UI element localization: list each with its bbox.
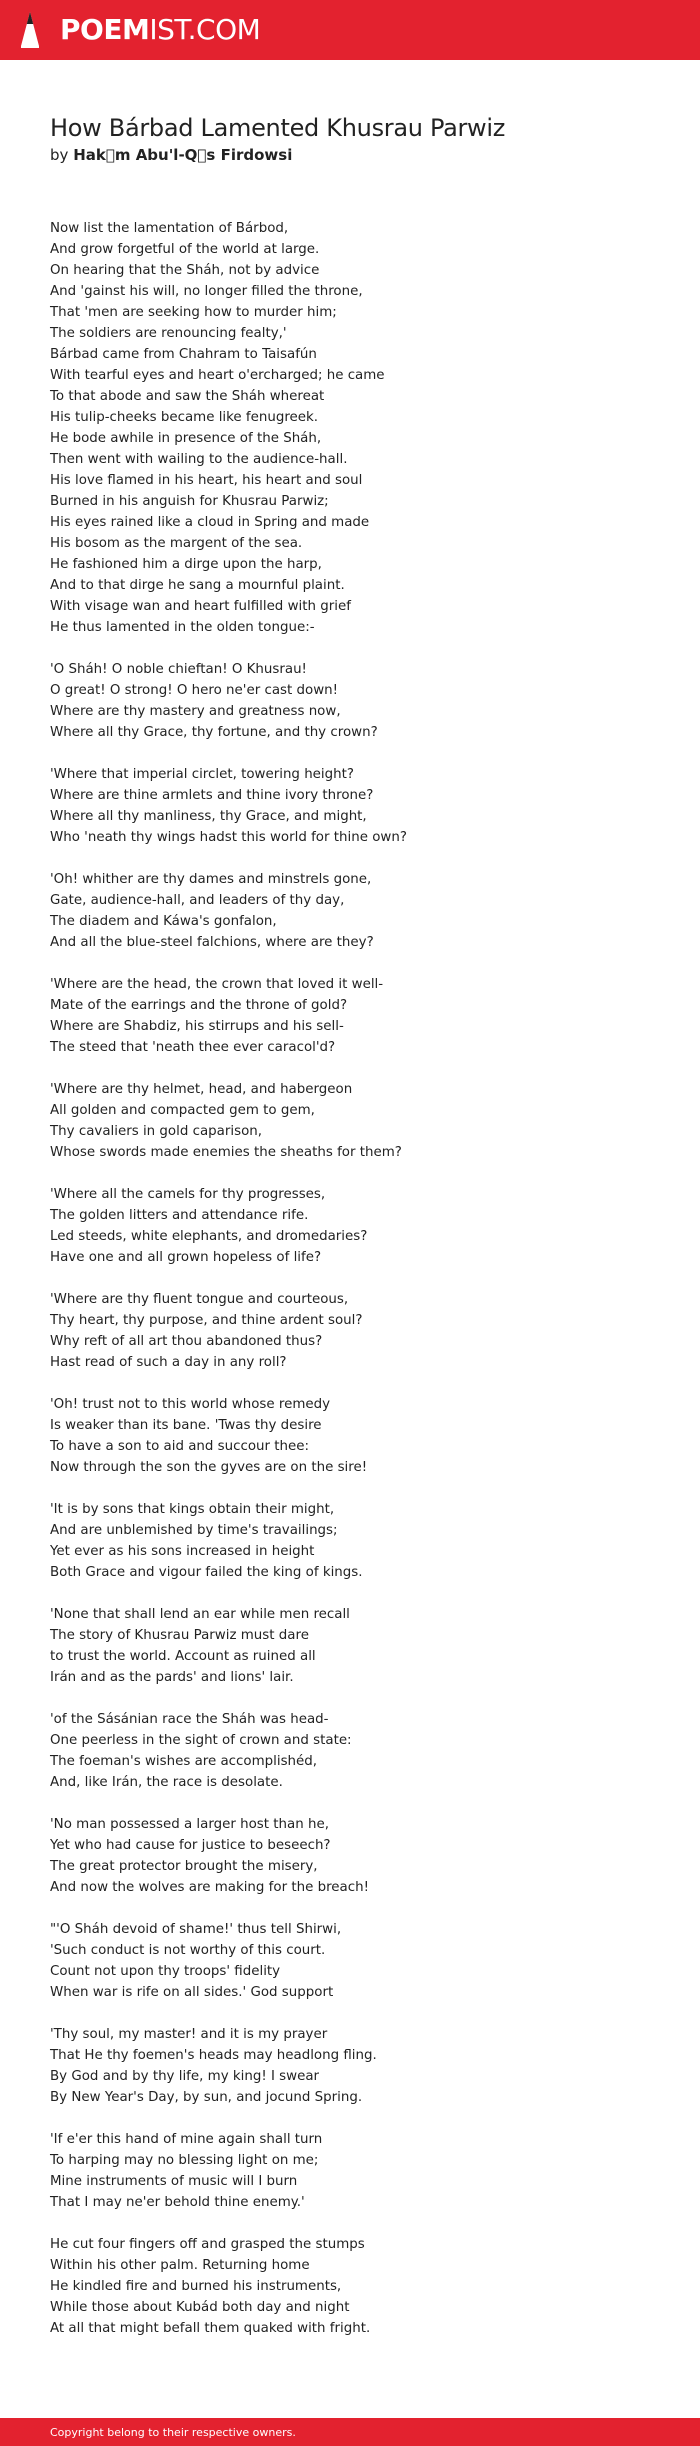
poem-line: Thy heart, thy purpose, and thine ardent soul?	[50, 1313, 363, 1328]
poem-line: Irán and as the pards' and lions' lair.	[50, 1670, 294, 1685]
poem-line: To harping may no blessing light on me;	[50, 2153, 319, 2168]
poem-line: The great protector brought the misery,	[50, 1859, 318, 1874]
poem-title: How Bárbad Lamented Khusrau Parwiz	[50, 114, 506, 142]
poem-line: 'Where all the camels for thy progresses,	[50, 1187, 326, 1202]
poem-line: 'It is by sons that kings obtain their might,	[50, 1502, 335, 1517]
poem-line: Where are Shabdiz, his stirrups and his sell-	[50, 1019, 344, 1034]
poem-line: Mate of the earrings and the throne of gold?	[50, 998, 348, 1013]
poem-line: On hearing that the Sháh, not by advice	[50, 263, 320, 278]
poem-line: Yet who had cause for justice to beseech?	[50, 1838, 331, 1853]
poem-stanza	[50, 659, 650, 743]
poem-line: By God and by thy life, my king! I swear	[50, 2069, 320, 2084]
poem-line: His tulip-cheeks became like fenugreek.	[50, 410, 319, 425]
poem-line: Burned in his anguish for Khusrau Parwiz;	[50, 494, 329, 509]
poem-line: 'Oh! whither are thy dames and minstrels gone,	[50, 872, 372, 887]
poem-line: And to that dirge he sang a mournful plaint.	[50, 578, 345, 593]
poem-stanza	[50, 2234, 650, 2339]
poem-line: When war is rife on all sides.' God support	[50, 1985, 334, 2000]
poem-line: 'Where that imperial circlet, towering height?	[50, 767, 354, 782]
poem-line: O great! O strong! O hero ne'er cast down!	[50, 683, 339, 698]
poem-line: And all the blue-steel falchions, where are they?	[50, 935, 374, 950]
poem-line: Now list the lamentation of Bárbod,	[50, 221, 289, 236]
poem-line: Where are thine armlets and thine ivory throne?	[50, 788, 374, 803]
poem-line: To have a son to aid and succour thee:	[50, 1439, 310, 1454]
poem-line: Within his other palm. Returning home	[50, 2258, 310, 2273]
poem-line: 'None that shall lend an ear while men recall	[50, 1607, 350, 1622]
logo-bold-text: POEM	[60, 13, 150, 46]
poem-line: Both Grace and vigour failed the king of kings.	[50, 1565, 363, 1580]
poem-line: With tearful eyes and heart o'ercharged; he came	[50, 368, 385, 383]
poem-stanza	[50, 2024, 650, 2108]
poem-line: 'If e'er this hand of mine again shall turn	[50, 2132, 323, 2147]
poem-line: And are unblemished by time's travailings;	[50, 1523, 338, 1538]
poem-stanza	[50, 1919, 650, 2003]
poem-line: Yet ever as his sons increased in height	[50, 1544, 315, 1559]
poem-stanza	[50, 764, 650, 848]
poem-stanza	[50, 1814, 650, 1898]
poem-stanza	[50, 974, 650, 1058]
poem-line: One peerless in the sight of crown and state:	[50, 1733, 352, 1748]
poem-line: The steed that 'neath thee ever caracol'd?	[50, 1040, 336, 1055]
poem-stanza	[50, 1709, 650, 1793]
poem-stanza	[50, 1604, 650, 1688]
poem-line: He fashioned him a dirge upon the harp,	[50, 557, 322, 572]
poem-line: His eyes rained like a cloud in Spring and made	[50, 515, 370, 530]
poem-line: Count not upon thy troops' fidelity	[50, 1964, 281, 1979]
poem-stanza	[50, 869, 650, 953]
poem-line: He thus lamented in the olden tongue:-	[50, 620, 315, 635]
poem-line: That I may ne'er behold thine enemy.'	[50, 2195, 305, 2210]
poem-line: Who 'neath thy wings hadst this world for thine own?	[50, 830, 407, 845]
poem-line: To that abode and saw the Sháh whereat	[50, 389, 325, 404]
poem-line: Why reft of all art thou abandoned thus?	[50, 1334, 323, 1349]
poem-line: His bosom as the margent of the sea.	[50, 536, 303, 551]
poem-line: 'of the Sásánian race the Sháh was head-	[50, 1712, 329, 1727]
poem-line: Hast read of such a day in any roll?	[50, 1355, 287, 1370]
poem-line: The golden litters and attendance rife.	[50, 1208, 309, 1223]
poem-line: Now through the son the gyves are on the sire!	[50, 1460, 368, 1475]
poem-line: And, like Irán, the race is desolate.	[50, 1775, 283, 1790]
poem-line: And grow forgetful of the world at large.	[50, 242, 320, 257]
poem-line: Led steeds, white elephants, and dromedaries?	[50, 1229, 368, 1244]
poem-line: The diadem and Káwa's gonfalon,	[50, 914, 277, 929]
poem-line: 'Such conduct is not worthy of this court.	[50, 1943, 326, 1958]
poem-line: And now the wolves are making for the breach!	[50, 1880, 369, 1895]
poem-line: He bode awhile in presence of the Sháh,	[50, 431, 322, 446]
poem-line: All golden and compacted gem to gem,	[50, 1103, 315, 1118]
poem-line: 'Where are the head, the crown that loved it well-	[50, 977, 384, 992]
poem-line: 'Oh! trust not to this world whose remedy	[50, 1397, 331, 1412]
poem-line: The story of Khusrau Parwiz must dare	[50, 1628, 309, 1643]
poem-line: 'Where are thy helmet, head, and habergeon	[50, 1082, 353, 1097]
poem-line: "'O Sháh devoid of shame!' thus tell Shirwi,	[50, 1922, 342, 1937]
poem-line: And 'gainst his will, no longer filled the throne,	[50, 284, 363, 299]
poem-line: His love flamed in his heart, his heart and soul	[50, 473, 363, 488]
copyright-text: Copyright belong to their respective owners.	[50, 2425, 296, 2439]
poem-line: Where all thy Grace, thy fortune, and thy crown?	[50, 725, 378, 740]
poem-stanza	[50, 1184, 650, 1268]
poem-line: Is weaker than its bane. 'Twas thy desire	[50, 1418, 322, 1433]
poem-line: At all that might befall them quaked with fright.	[50, 2321, 371, 2336]
poem-line: Where are thy mastery and greatness now,	[50, 704, 341, 719]
poem-line: The foeman's wishes are accomplishéd,	[50, 1754, 318, 1769]
poem-line: Then went with wailing to the audience-hall.	[50, 452, 348, 467]
poem-line: Mine instruments of music will I burn	[50, 2174, 298, 2189]
poem-line: 'No man possessed a larger host than he,	[50, 1817, 329, 1832]
poem-line: While those about Kubád both day and night	[50, 2300, 350, 2315]
site-header	[0, 0, 700, 60]
poem-line: He kindled fire and burned his instruments,	[50, 2279, 342, 2294]
poem-stanza	[50, 1499, 650, 1583]
site-footer	[0, 2418, 700, 2446]
poem-line: Where all thy manliness, thy Grace, and might,	[50, 809, 367, 824]
poem-line: The soldiers are renouncing fealty,'	[50, 326, 287, 341]
poem-line: That 'men are seeking how to murder him;	[50, 305, 337, 320]
poem-stanza	[50, 218, 650, 638]
poem-line: 'O Sháh! O noble chieftan! O Khusrau!	[50, 662, 307, 677]
by-label: by	[50, 146, 69, 164]
poem-line: He cut four fingers off and grasped the stumps	[50, 2237, 365, 2252]
poem-author: Hak m Abu'l-Q s Firdowsi	[73, 146, 293, 164]
poem-line: Gate, audience-hall, and leaders of thy day,	[50, 893, 345, 908]
poem-line: 'Where are thy fluent tongue and courteous,	[50, 1292, 349, 1307]
poem-line: With visage wan and heart fulfilled with grief	[50, 599, 351, 614]
poem-content	[50, 112, 650, 2360]
poem-line: That He thy foemen's heads may headlong fling.	[50, 2048, 377, 2063]
poem-byline	[50, 144, 650, 166]
logo-light-text: IST.COM	[149, 13, 261, 46]
poem-line: Whose swords made enemies the sheaths for them?	[50, 1145, 402, 1160]
poem-stanza	[50, 1079, 650, 1163]
site-logo[interactable]	[60, 0, 260, 60]
poem-stanza	[50, 1289, 650, 1373]
poem-line: 'Thy soul, my master! and it is my prayer	[50, 2027, 328, 2042]
poem-body	[50, 218, 650, 2339]
poem-line: Have one and all grown hopeless of life?	[50, 1250, 322, 1265]
poem-stanza	[50, 2129, 650, 2213]
pencil-tip-icon[interactable]	[20, 10, 40, 50]
poem-line: Thy cavaliers in gold caparison,	[50, 1124, 263, 1139]
poem-stanza	[50, 1394, 650, 1478]
poem-line: By New Year's Day, by sun, and jocund Spring.	[50, 2090, 363, 2105]
poem-line: to trust the world. Account as ruined all	[50, 1649, 316, 1664]
poem-line: Bárbad came from Chahram to Taisafún	[50, 347, 317, 362]
